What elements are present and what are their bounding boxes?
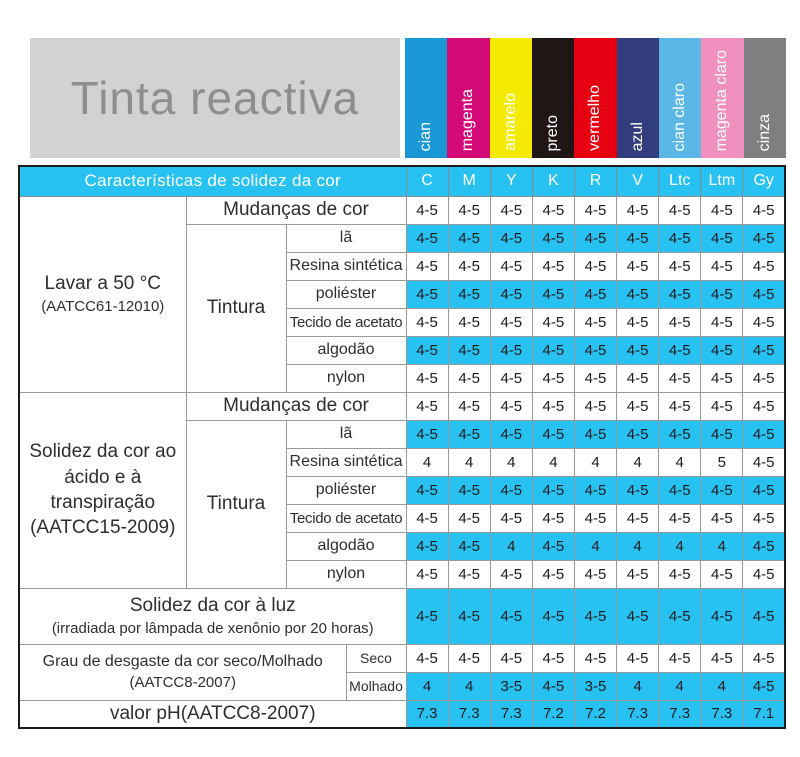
value-cell: 4-5 [574, 420, 616, 448]
value-cell: 4-5 [743, 504, 785, 532]
swatch-label: preto [544, 114, 562, 151]
value-cell: 4-5 [532, 588, 574, 644]
value-cell: 4-5 [448, 224, 490, 252]
light-subtitle: (irradiada por lâmpada de xenônio por 20 horas) [51, 620, 374, 638]
value-cell: 4-5 [743, 308, 785, 336]
value-cell: 4-5 [406, 364, 448, 392]
value-cell: 4-5 [448, 364, 490, 392]
table-title: Características de solidez da cor [19, 166, 406, 196]
value-cell: 4 [659, 532, 701, 560]
table-row [19, 644, 785, 672]
swatch-label: azul [628, 121, 646, 151]
tintura-label: Tintura [186, 420, 286, 588]
value-cell: 4-5 [490, 476, 532, 504]
value-cell: 4-5 [659, 560, 701, 588]
value-cell: 5 [701, 448, 743, 476]
tintura-label: Tintura [186, 224, 286, 392]
value-cell: 4-5 [617, 196, 659, 224]
column-header: Gy [743, 166, 785, 196]
value-cell: 4-5 [532, 392, 574, 420]
value-cell: 4-5 [406, 196, 448, 224]
row-label-nylon: nylon [286, 560, 406, 588]
value-cell: 4-5 [490, 196, 532, 224]
value-cell: 4-5 [743, 224, 785, 252]
value-cell: 4-5 [448, 504, 490, 532]
value-cell: 4-5 [532, 196, 574, 224]
value-cell: 4-5 [532, 364, 574, 392]
table-row [19, 196, 785, 224]
value-cell: 4-5 [617, 476, 659, 504]
row-label-polyester: poliéster [286, 280, 406, 308]
value-cell: 4-5 [532, 476, 574, 504]
row-label-nylon: nylon [286, 364, 406, 392]
value-cell: 4-5 [659, 224, 701, 252]
value-cell: 4-5 [743, 476, 785, 504]
value-cell: 4-5 [659, 420, 701, 448]
value-cell: 4-5 [659, 504, 701, 532]
value-cell: 4 [406, 672, 448, 700]
value-cell: 4-5 [743, 532, 785, 560]
value-cell: 4-5 [617, 644, 659, 672]
value-cell: 4-5 [743, 588, 785, 644]
group-standard: (AATCC15-2009) [30, 517, 176, 539]
value-cell: 4-5 [532, 224, 574, 252]
swatch-magenta-claro [701, 38, 743, 158]
value-cell: 7.3 [617, 700, 659, 728]
value-cell: 4-5 [406, 560, 448, 588]
value-cell: 7.1 [743, 700, 785, 728]
row-label-acetate: Tecido de acetato [286, 504, 406, 532]
value-cell: 4-5 [701, 364, 743, 392]
group-title: Lavar a 50 °C [44, 273, 161, 295]
value-cell: 4-5 [659, 308, 701, 336]
swatch-label: vermelho [586, 85, 604, 151]
value-cell: 4-5 [617, 392, 659, 420]
value-cell: 4-5 [406, 308, 448, 336]
value-cell: 4-5 [701, 588, 743, 644]
value-cell: 4-5 [532, 280, 574, 308]
value-cell: 7.2 [574, 700, 616, 728]
value-cell: 4-5 [532, 420, 574, 448]
value-cell: 4-5 [532, 336, 574, 364]
value-cell: 4-5 [701, 392, 743, 420]
value-cell: 4-5 [659, 252, 701, 280]
row-label-synthetic-resin: Resina sintética [286, 252, 406, 280]
value-cell: 4-5 [406, 644, 448, 672]
row-label-cotton: algodão [286, 336, 406, 364]
value-cell: 4-5 [532, 308, 574, 336]
value-cell: 4-5 [574, 588, 616, 644]
value-cell: 4-5 [574, 392, 616, 420]
value-cell: 4-5 [743, 364, 785, 392]
value-cell: 4-5 [701, 280, 743, 308]
value-cell: 4-5 [743, 392, 785, 420]
value-cell: 4 [490, 448, 532, 476]
value-cell: 4-5 [406, 476, 448, 504]
row-label-ph: valor pH(AATCC8-2007) [19, 700, 406, 728]
value-cell: 4-5 [743, 420, 785, 448]
light-title: Solidez da cor à luz [129, 595, 296, 617]
value-cell: 4-5 [701, 308, 743, 336]
value-cell: 3-5 [490, 672, 532, 700]
fastness-table [18, 165, 786, 729]
swatch-label: cinza [755, 113, 773, 151]
value-cell: 4-5 [659, 588, 701, 644]
column-header: Ltc [659, 166, 701, 196]
value-cell: 4-5 [743, 280, 785, 308]
value-cell: 4-5 [659, 196, 701, 224]
column-header: M [448, 166, 490, 196]
value-cell: 4 [701, 672, 743, 700]
value-cell: 4-5 [406, 224, 448, 252]
value-cell: 4-5 [448, 420, 490, 448]
value-cell: 4-5 [490, 280, 532, 308]
row-label-light-fastness [19, 588, 406, 644]
value-cell: 4-5 [659, 476, 701, 504]
value-cell: 4 [617, 448, 659, 476]
value-cell: 4-5 [490, 420, 532, 448]
row-label-wool: lã [286, 420, 406, 448]
value-cell: 4-5 [490, 644, 532, 672]
row-label-wear [19, 644, 346, 700]
row-label-wet: Molhado [346, 672, 406, 700]
value-cell: 4-5 [617, 252, 659, 280]
value-cell: 4-5 [406, 588, 448, 644]
value-cell: 4-5 [574, 308, 616, 336]
value-cell: 4 [490, 532, 532, 560]
table-header-row [19, 166, 785, 196]
value-cell: 4-5 [532, 672, 574, 700]
value-cell: 4-5 [617, 308, 659, 336]
value-cell: 7.3 [448, 700, 490, 728]
value-cell: 4-5 [617, 560, 659, 588]
column-header: K [532, 166, 574, 196]
value-cell: 4 [406, 448, 448, 476]
value-cell: 4 [659, 448, 701, 476]
value-cell: 4-5 [490, 588, 532, 644]
value-cell: 4 [574, 532, 616, 560]
value-cell: 4-5 [743, 448, 785, 476]
value-cell: 4-5 [701, 476, 743, 504]
row-label-color-change: Mudanças de cor [186, 196, 406, 224]
value-cell: 7.2 [532, 700, 574, 728]
value-cell: 7.3 [406, 700, 448, 728]
table-row [19, 588, 785, 644]
value-cell: 4-5 [490, 364, 532, 392]
value-cell: 4-5 [448, 392, 490, 420]
value-cell: 4-5 [532, 560, 574, 588]
value-cell: 4-5 [701, 420, 743, 448]
value-cell: 4-5 [743, 644, 785, 672]
value-cell: 4-5 [448, 196, 490, 224]
value-cell: 4-5 [617, 280, 659, 308]
value-cell: 4 [659, 672, 701, 700]
value-cell: 4-5 [532, 644, 574, 672]
ink-color-swatches [405, 38, 786, 158]
value-cell: 4-5 [574, 336, 616, 364]
value-cell: 4-5 [448, 280, 490, 308]
value-cell: 4-5 [490, 504, 532, 532]
value-cell: 4-5 [574, 560, 616, 588]
value-cell: 4-5 [743, 672, 785, 700]
value-cell: 4 [617, 672, 659, 700]
swatch-vermelho [574, 38, 616, 158]
value-cell: 4-5 [617, 588, 659, 644]
swatch-cian-claro [659, 38, 701, 158]
value-cell: 4 [574, 448, 616, 476]
value-cell: 4-5 [490, 308, 532, 336]
value-cell: 4-5 [574, 364, 616, 392]
fastness-table-wrap [18, 165, 786, 729]
value-cell: 4-5 [448, 532, 490, 560]
value-cell: 7.3 [701, 700, 743, 728]
value-cell: 4-5 [743, 196, 785, 224]
value-cell: 4-5 [574, 504, 616, 532]
column-header: R [574, 166, 616, 196]
swatch-label: cian claro [671, 82, 689, 151]
value-cell: 4-5 [574, 196, 616, 224]
row-label-acetate: Tecido de acetato [286, 308, 406, 336]
wear-title: Grau de desgaste da cor seco/Molhado [42, 652, 323, 670]
title-banner [30, 38, 400, 158]
value-cell: 4-5 [448, 588, 490, 644]
column-header: Y [490, 166, 532, 196]
value-cell: 4-5 [532, 252, 574, 280]
swatch-cian [405, 38, 447, 158]
swatch-label: amarelo [501, 93, 519, 151]
value-cell: 4-5 [743, 560, 785, 588]
wear-standard: (AATCC8-2007) [129, 673, 236, 691]
value-cell: 4-5 [490, 252, 532, 280]
row-label-color-change: Mudanças de cor [186, 392, 406, 420]
value-cell: 4-5 [701, 196, 743, 224]
swatch-amarelo [490, 38, 532, 158]
value-cell: 4-5 [574, 224, 616, 252]
swatch-label: magenta claro [713, 49, 731, 151]
value-cell: 7.3 [490, 700, 532, 728]
value-cell: 4-5 [406, 420, 448, 448]
value-cell: 4-5 [617, 336, 659, 364]
value-cell: 4-5 [743, 336, 785, 364]
group-title: Solidez da cor ao ácido e à transpiração [29, 441, 177, 514]
row-label-wool: lã [286, 224, 406, 252]
value-cell: 4-5 [448, 308, 490, 336]
column-header: Ltm [701, 166, 743, 196]
value-cell: 4-5 [617, 224, 659, 252]
value-cell: 4 [617, 532, 659, 560]
value-cell: 4-5 [448, 476, 490, 504]
value-cell: 4-5 [448, 252, 490, 280]
value-cell: 4-5 [743, 252, 785, 280]
value-cell: 4-5 [406, 532, 448, 560]
value-cell: 4 [448, 448, 490, 476]
swatch-azul [617, 38, 659, 158]
table-row [19, 700, 785, 728]
row-label-synthetic-resin: Resina sintética [286, 448, 406, 476]
value-cell: 4-5 [617, 504, 659, 532]
value-cell: 4-5 [448, 560, 490, 588]
table-row [19, 392, 785, 420]
swatch-label: cian [417, 121, 435, 151]
row-label-polyester: poliéster [286, 476, 406, 504]
value-cell: 4-5 [490, 392, 532, 420]
value-cell: 4-5 [659, 364, 701, 392]
group-standard: (AATCC61-12010) [41, 298, 165, 316]
value-cell: 4-5 [659, 280, 701, 308]
value-cell: 4-5 [659, 392, 701, 420]
value-cell: 4-5 [659, 336, 701, 364]
value-cell: 4-5 [532, 532, 574, 560]
row-label-dry: Seco [346, 644, 406, 672]
swatch-magenta [447, 38, 489, 158]
value-cell: 4-5 [701, 504, 743, 532]
value-cell: 4-5 [701, 252, 743, 280]
value-cell: 4-5 [490, 560, 532, 588]
value-cell: 4-5 [448, 644, 490, 672]
value-cell: 4-5 [406, 252, 448, 280]
swatch-label: magenta [459, 88, 477, 151]
value-cell: 4-5 [701, 560, 743, 588]
value-cell: 4 [701, 532, 743, 560]
swatch-cinza [744, 38, 786, 158]
value-cell: 4-5 [701, 336, 743, 364]
value-cell: 4-5 [574, 252, 616, 280]
value-cell: 4-5 [574, 280, 616, 308]
value-cell: 4 [448, 672, 490, 700]
group-label-wash [19, 196, 186, 392]
page-title: Tinta reactiva [70, 72, 360, 124]
value-cell: 4-5 [701, 224, 743, 252]
value-cell: 4-5 [406, 280, 448, 308]
value-cell: 4-5 [617, 364, 659, 392]
column-header: C [406, 166, 448, 196]
value-cell: 3-5 [574, 672, 616, 700]
value-cell: 4-5 [490, 224, 532, 252]
value-cell: 4-5 [701, 644, 743, 672]
value-cell: 4 [532, 448, 574, 476]
value-cell: 4-5 [406, 336, 448, 364]
value-cell: 4-5 [448, 336, 490, 364]
row-label-cotton: algodão [286, 532, 406, 560]
value-cell: 4-5 [406, 392, 448, 420]
value-cell: 4-5 [490, 336, 532, 364]
value-cell: 4-5 [574, 476, 616, 504]
swatch-preto [532, 38, 574, 158]
group-label-acid [19, 392, 186, 588]
value-cell: 7.3 [659, 700, 701, 728]
value-cell: 4-5 [532, 504, 574, 532]
value-cell: 4-5 [617, 420, 659, 448]
value-cell: 4-5 [406, 504, 448, 532]
value-cell: 4-5 [659, 644, 701, 672]
column-header: V [617, 166, 659, 196]
value-cell: 4-5 [574, 644, 616, 672]
